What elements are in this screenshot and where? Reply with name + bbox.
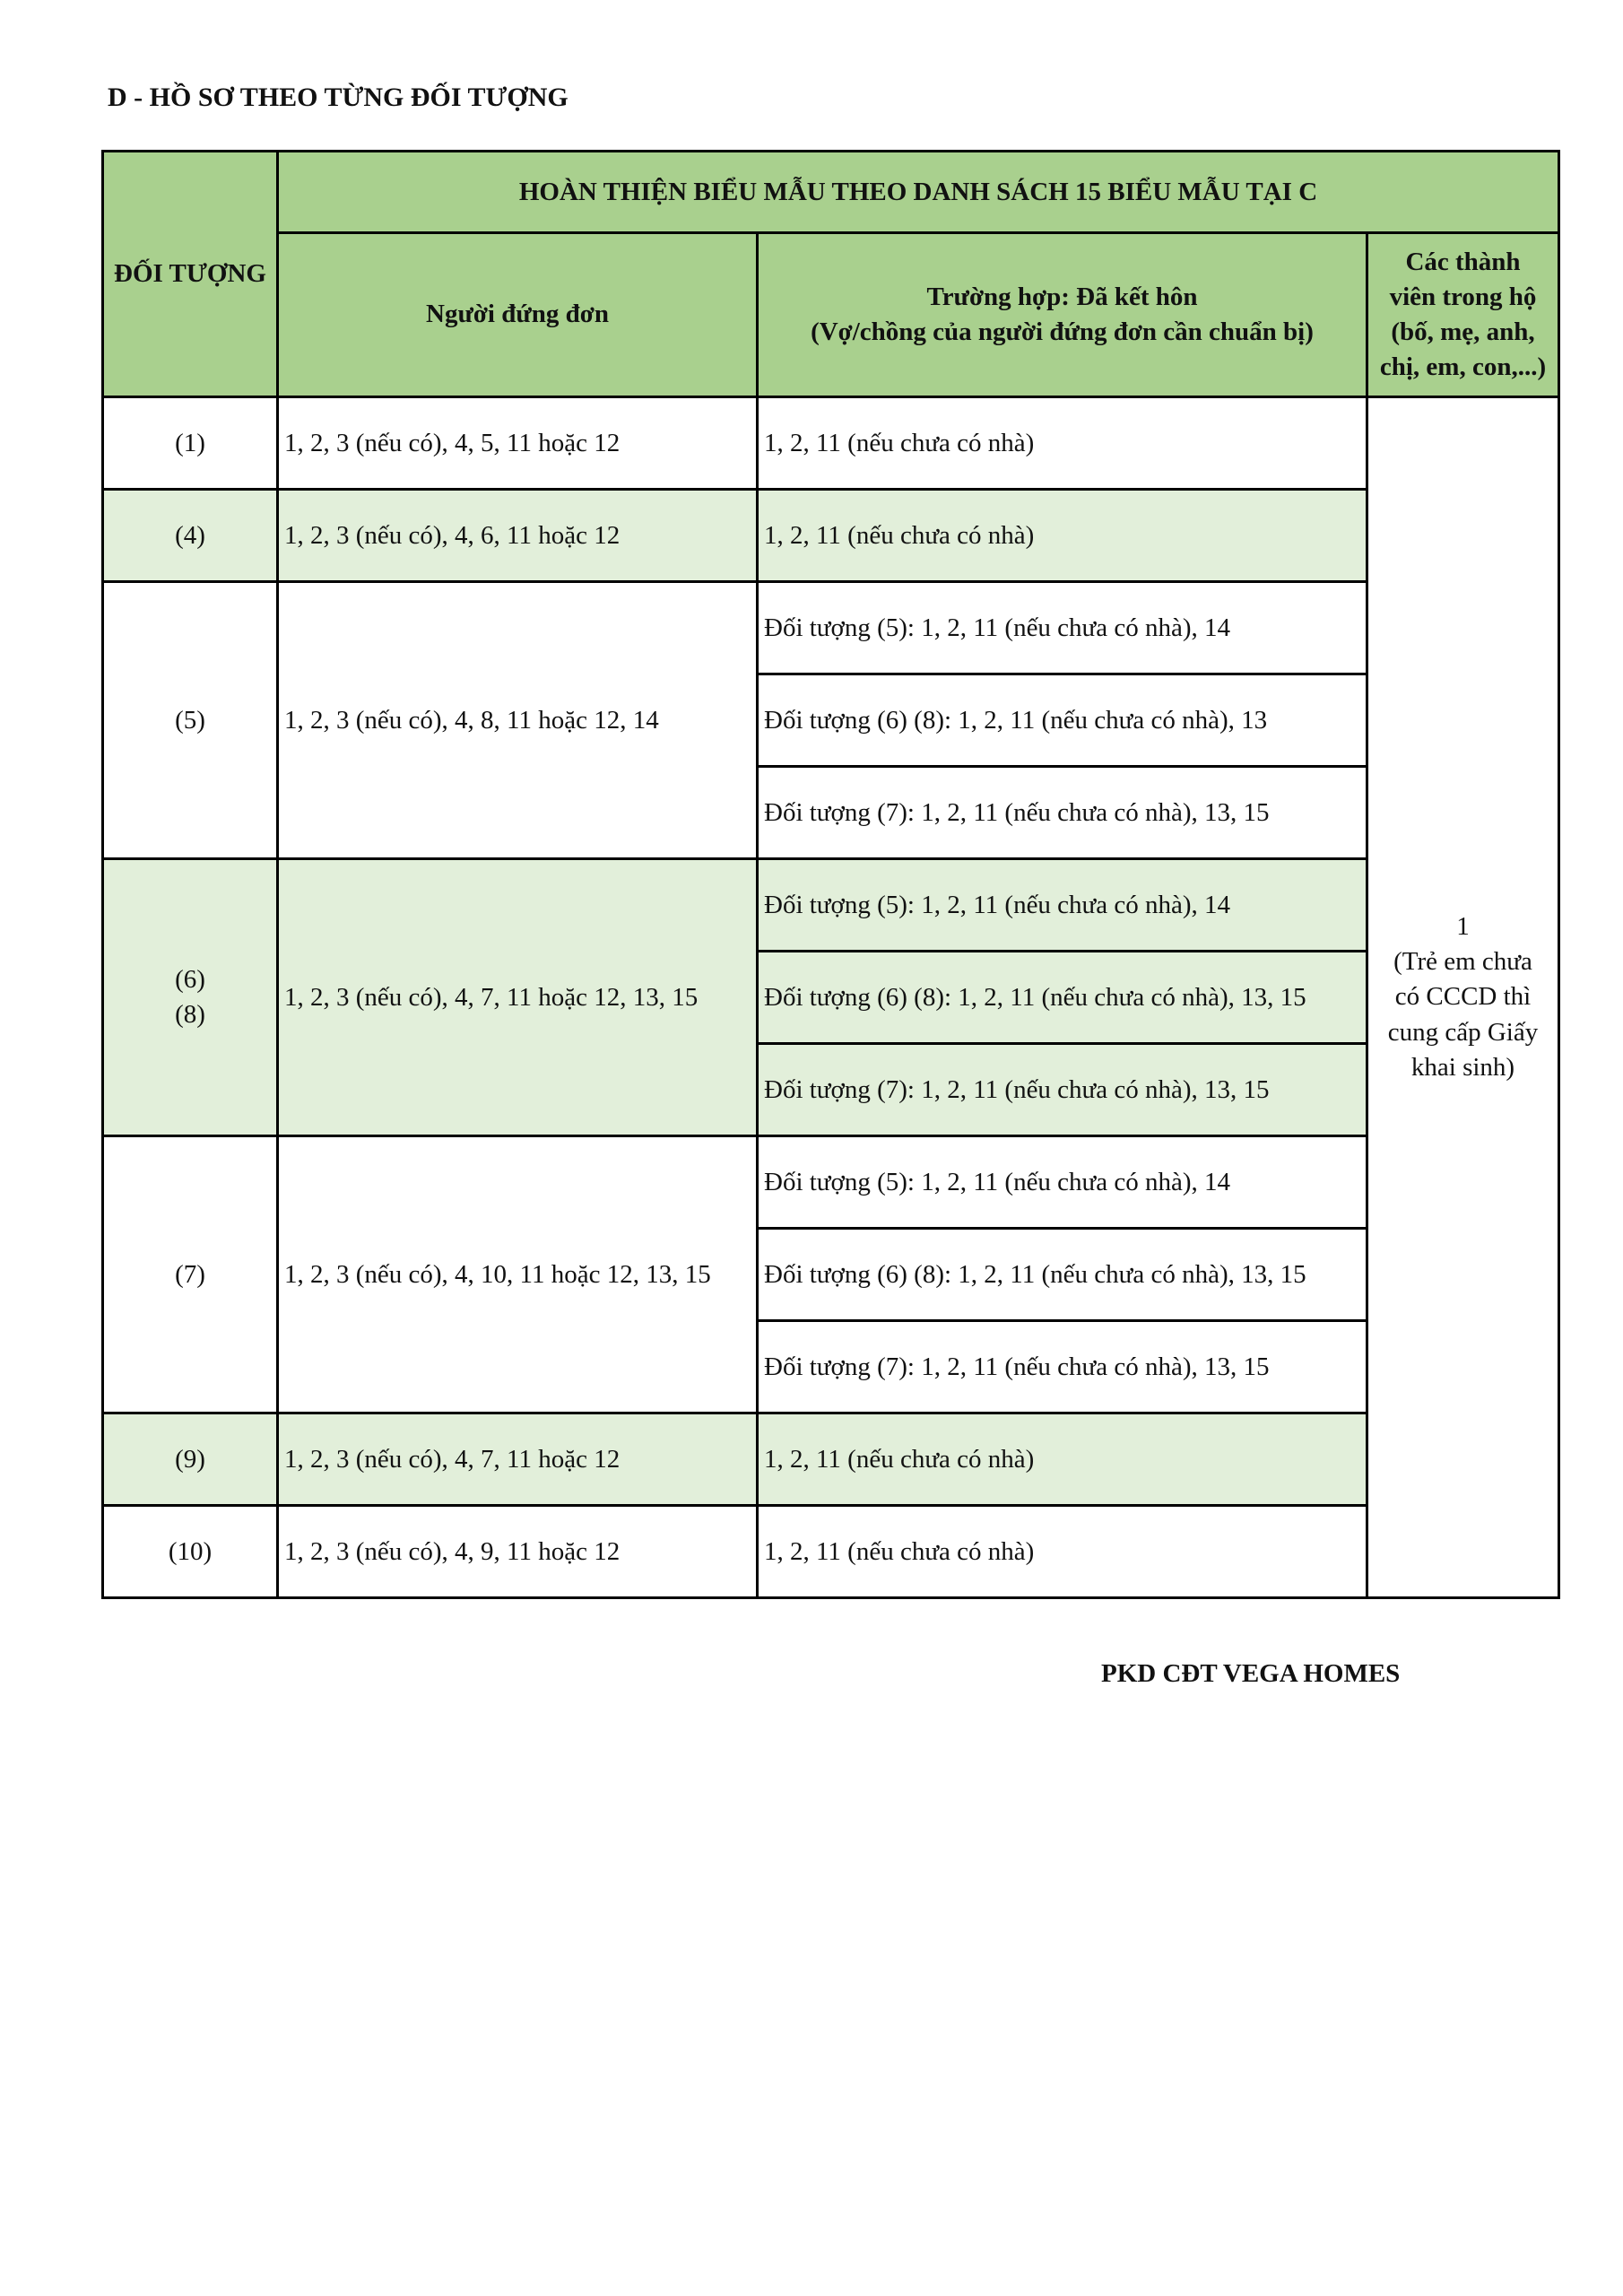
- doi-tuong-cell: (1): [103, 397, 278, 490]
- table-subheader-row: [103, 233, 1559, 397]
- doi-tuong-cell: (10): [103, 1506, 278, 1598]
- nguoi-dung-don-cell: 1, 2, 3 (nếu có), 4, 6, 11 hoặc 12: [278, 490, 758, 582]
- header-main-title: HOÀN THIỆN BIỂU MẪU THEO DANH SÁCH 15 BIỂU MẪU TẠI C: [278, 152, 1559, 233]
- thanh-vien-cell: [1367, 397, 1559, 1598]
- doi-tuong-line1: (6): [175, 964, 205, 994]
- doi-tuong-line2: (8): [175, 1000, 205, 1029]
- doi-tuong-cell: (4): [103, 490, 278, 582]
- nguoi-dung-don-cell: 1, 2, 3 (nếu có), 4, 7, 11 hoặc 12: [278, 1413, 758, 1506]
- header-truong-hop: [758, 233, 1367, 397]
- truong-hop-cell: Đối tượng (6) (8): 1, 2, 11 (nếu chưa có nhà), 13, 15: [758, 1229, 1367, 1321]
- truong-hop-cell: Đối tượng (7): 1, 2, 11 (nếu chưa có nhà), 13, 15: [758, 1044, 1367, 1136]
- nguoi-dung-don-cell: 1, 2, 3 (nếu có), 4, 5, 11 hoặc 12: [278, 397, 758, 490]
- truong-hop-cell: 1, 2, 11 (nếu chưa có nhà): [758, 1413, 1367, 1506]
- nguoi-dung-don-cell: 1, 2, 3 (nếu có), 4, 7, 11 hoặc 12, 13, 15: [278, 859, 758, 1136]
- table-row: [103, 397, 1559, 490]
- thanh-vien-line5: khai sinh): [1410, 1052, 1515, 1082]
- nguoi-dung-don-cell: 1, 2, 3 (nếu có), 4, 8, 11 hoặc 12, 14: [278, 582, 758, 859]
- doi-tuong-cell: (7): [103, 1136, 278, 1413]
- truong-hop-cell: Đối tượng (6) (8): 1, 2, 11 (nếu chưa có nhà), 13, 15: [758, 952, 1367, 1044]
- thanh-vien-line2: (Trẻ em chưa: [1393, 947, 1532, 977]
- table-row: [103, 1506, 1559, 1598]
- header-doi-tuong: ĐỐI TƯỢNG: [103, 152, 278, 397]
- truong-hop-cell: 1, 2, 11 (nếu chưa có nhà): [758, 1506, 1367, 1598]
- nguoi-dung-don-cell: 1, 2, 3 (nếu có), 4, 9, 11 hoặc 12: [278, 1506, 758, 1598]
- footer-signature: PKD CĐT VEGA HOMES: [1101, 1659, 1401, 1688]
- truong-hop-cell: Đối tượng (7): 1, 2, 11 (nếu chưa có nhà), 13, 15: [758, 1321, 1367, 1413]
- doi-tuong-cell: (5): [103, 582, 278, 859]
- table-row: [103, 1136, 1559, 1229]
- header-nguoi-dung-don: Người đứng đơn: [278, 233, 758, 397]
- truong-hop-cell: 1, 2, 11 (nếu chưa có nhà): [758, 490, 1367, 582]
- truong-hop-cell: Đối tượng (5): 1, 2, 11 (nếu chưa có nhà), 14: [758, 1136, 1367, 1229]
- truong-hop-cell: Đối tượng (6) (8): 1, 2, 11 (nếu chưa có nhà), 13: [758, 674, 1367, 767]
- table-row: [103, 1413, 1559, 1506]
- thanh-vien-line4: cung cấp Giấy: [1387, 1017, 1539, 1047]
- header-thanh-vien-line4: chị, em, con,...): [1379, 352, 1547, 382]
- doi-tuong-cell: (9): [103, 1413, 278, 1506]
- header-thanh-vien-line3: (bố, mẹ, anh,: [1391, 317, 1535, 346]
- doi-tuong-cell: [103, 859, 278, 1136]
- table-header-row: [103, 152, 1559, 233]
- documents-table: [101, 150, 1560, 1599]
- truong-hop-cell: Đối tượng (5): 1, 2, 11 (nếu chưa có nhà), 14: [758, 859, 1367, 952]
- truong-hop-cell: 1, 2, 11 (nếu chưa có nhà): [758, 397, 1367, 490]
- table-row: [103, 582, 1559, 674]
- nguoi-dung-don-cell: 1, 2, 3 (nếu có), 4, 10, 11 hoặc 12, 13, 15: [278, 1136, 758, 1413]
- table-row: [103, 490, 1559, 582]
- header-truong-hop-line2: (Vợ/chồng của người đứng đơn cần chuẩn bị): [811, 317, 1314, 346]
- truong-hop-cell: Đối tượng (5): 1, 2, 11 (nếu chưa có nhà), 14: [758, 582, 1367, 674]
- header-thanh-vien-line2: viên trong hộ: [1389, 282, 1537, 311]
- table-row: [103, 859, 1559, 952]
- section-title: D - HỒ SƠ THEO TỪNG ĐỐI TƯỢNG: [108, 83, 568, 112]
- header-thanh-vien: [1367, 233, 1559, 397]
- truong-hop-cell: Đối tượng (7): 1, 2, 11 (nếu chưa có nhà), 13, 15: [758, 767, 1367, 859]
- header-truong-hop-line1: Trường hợp: Đã kết hôn: [926, 282, 1198, 311]
- header-thanh-vien-line1: Các thành: [1405, 247, 1521, 276]
- thanh-vien-line1: 1: [1456, 912, 1470, 942]
- thanh-vien-line3: có CCCD thì: [1394, 982, 1532, 1012]
